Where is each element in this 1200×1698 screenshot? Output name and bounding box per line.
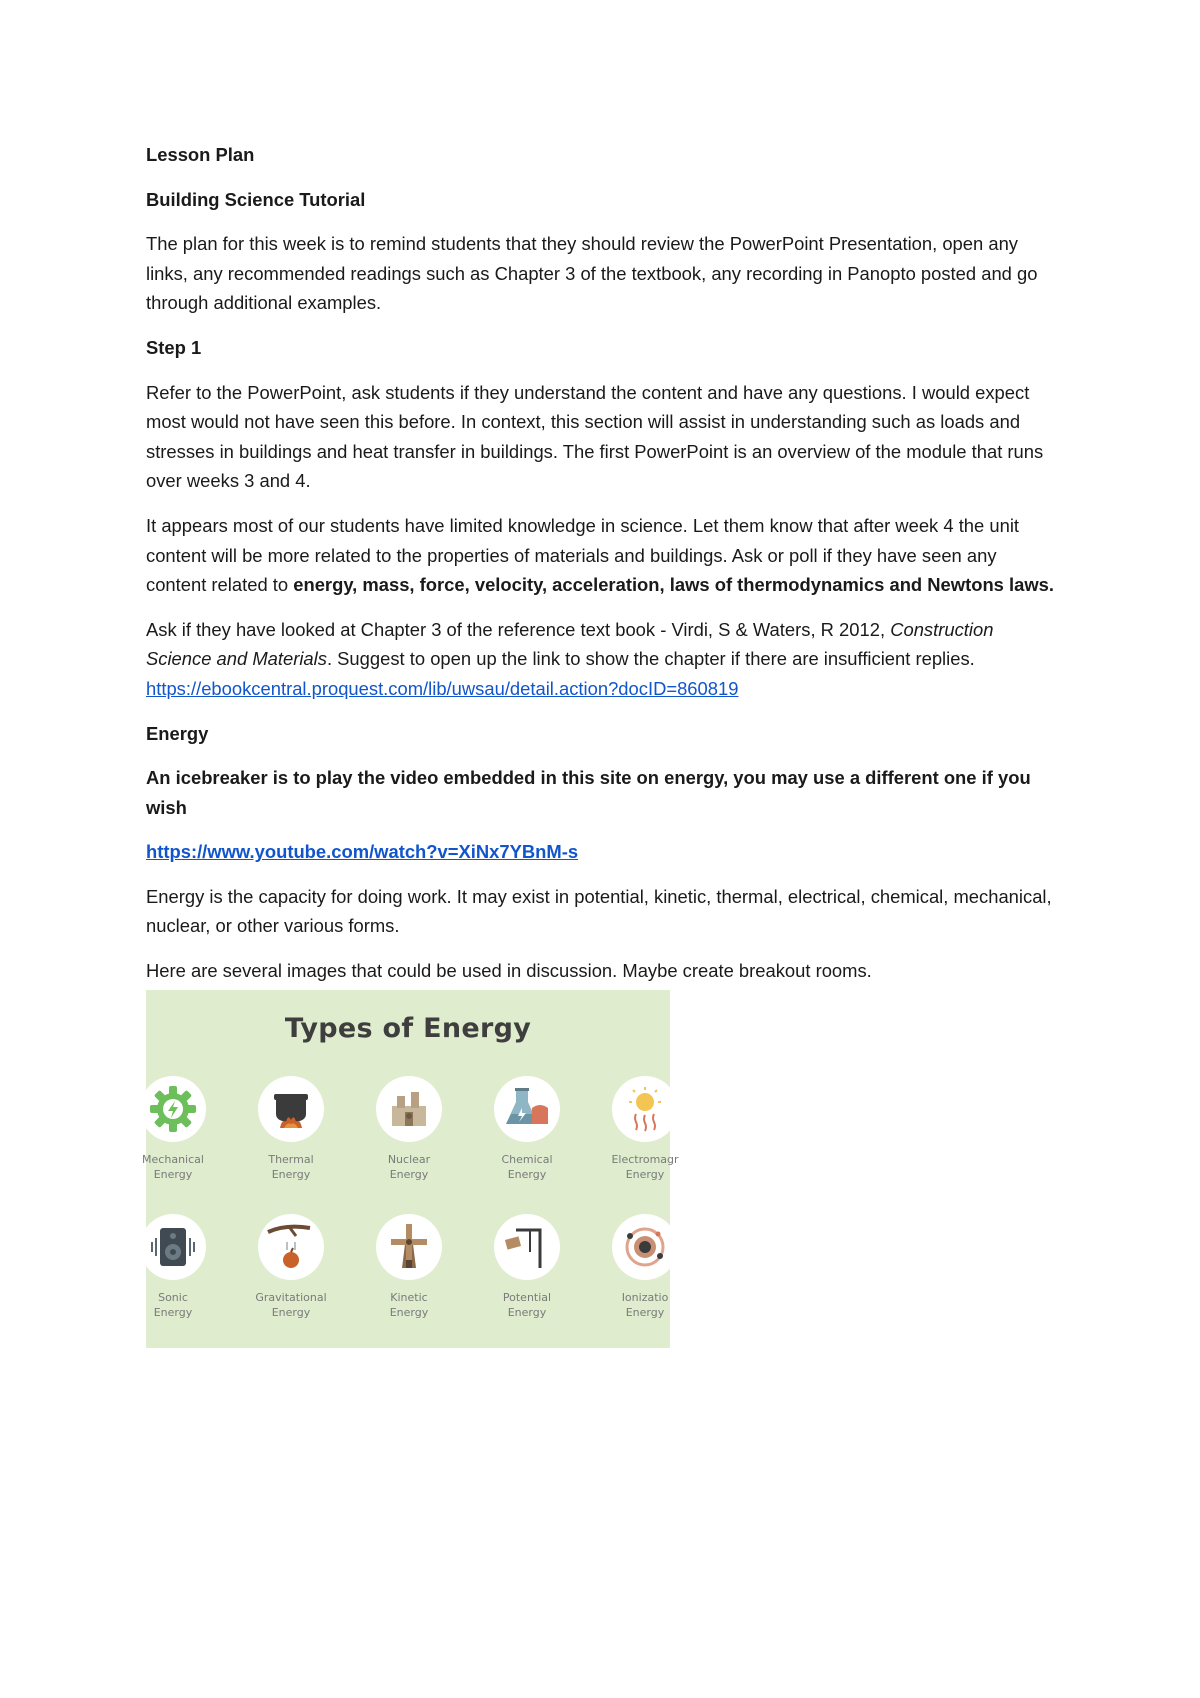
pendulum-icon [494,1214,560,1280]
tile-label: Ionizatio Energy [621,1290,669,1319]
tile-label: Potential Energy [502,1290,552,1319]
falling-apple-icon [258,1214,324,1280]
sun-icon [612,1076,678,1142]
atom-icon [612,1214,678,1280]
step1-paragraph-3-text: Ask if they have looked at Chapter 3 of the reference text book - Virdi, S & Waters, R 2012, [146,618,891,640]
tile-chemical [468,1076,586,1182]
tile-label: Chemical Energy [501,1152,553,1181]
tile-label: Mechanical Energy [142,1152,204,1181]
flask-icon [494,1076,560,1142]
tile-mechanical [114,1076,232,1182]
tile-ionization [586,1214,704,1320]
doc-title: Lesson Plan [146,144,255,165]
figure-title: Types of Energy [284,1012,532,1044]
icebreaker-paragraph: An icebreaker is to play the video embedded in this site on energy, you may use a different one if you wish [146,767,1031,818]
science-topics-list: energy, mass, force, velocity, acceleration, laws of thermodynamics and Newtons laws. [293,574,1054,596]
tile-label: Sonic Energy [153,1290,193,1319]
power-plant-icon [376,1076,442,1142]
document-body [142,140,1056,1348]
video-link-paragraph [146,837,1056,867]
pot-fire-icon [258,1076,324,1142]
ebook-link[interactable]: https://ebookcentral.proquest.com/lib/uwsau/detail.action?docID=860819 [146,677,739,699]
tile-label: Kinetic Energy [389,1290,429,1319]
step1-paragraph-2 [146,511,1056,600]
tile-nuclear [350,1076,468,1182]
step1-paragraph-3-end: . Suggest to open up the link to show the chapter if there are insufficient replies. [326,648,975,670]
tile-sonic [114,1214,232,1320]
step1-paragraph-1: Refer to the PowerPoint, ask students if they understand the content and have any questions. I would expect most would not have seen this before. In context, this section will assist in understanding such as loads and stresses in buildings and heat transfer in buildings. The first PowerPoint is an overview of the module that runs over weeks 3 and 4. [146,381,1044,492]
energy-definition: Energy is the capacity for doing work. It may exist in potential, kinetic, thermal, electrical, chemical, mechanical, nuclear, or other various forms. [146,885,1052,937]
step1-paragraph-2-text: It appears most of our students have limited knowledge in science. Let them know that after week 4 the unit content will be more related to the properties of materials and buildings. Ask or poll if they have seen any content related to [146,514,1020,596]
windmill-icon [376,1214,442,1280]
tile-gravitational [232,1214,350,1320]
types-of-energy-image [142,990,679,1348]
step1-paragraph-3 [146,615,1056,704]
doc-subtitle: Building Science Tutorial [146,188,366,210]
tile-kinetic [350,1214,468,1320]
tile-label: Nuclear Energy [387,1152,431,1181]
tile-label: Gravitational Energy [255,1290,327,1319]
speaker-icon [140,1214,206,1280]
video-link[interactable]: https://www.youtube.com/watch?v=XiNx7YBnM-s [146,841,579,863]
book-title: Construction Science and Materials [146,618,994,670]
gear-icon [140,1076,206,1142]
tile-electromagnetic [586,1076,704,1182]
energy-heading: Energy [146,722,209,744]
tile-label: Electromagr Energy [611,1152,679,1181]
step1-heading: Step 1 [146,336,202,358]
intro-paragraph: The plan for this week is to remind students that they should review the PowerPoint Presentation, open any links, any recommended readings such as Chapter 3 of the textbook, any recording in Panopto posted and go through additional examples. [146,233,1038,314]
images-note: Here are several images that could be used in discussion. Maybe create breakout rooms. [146,960,872,982]
tile-potential [468,1214,586,1320]
tile-thermal [232,1076,350,1182]
tile-label: Thermal Energy [268,1152,314,1181]
